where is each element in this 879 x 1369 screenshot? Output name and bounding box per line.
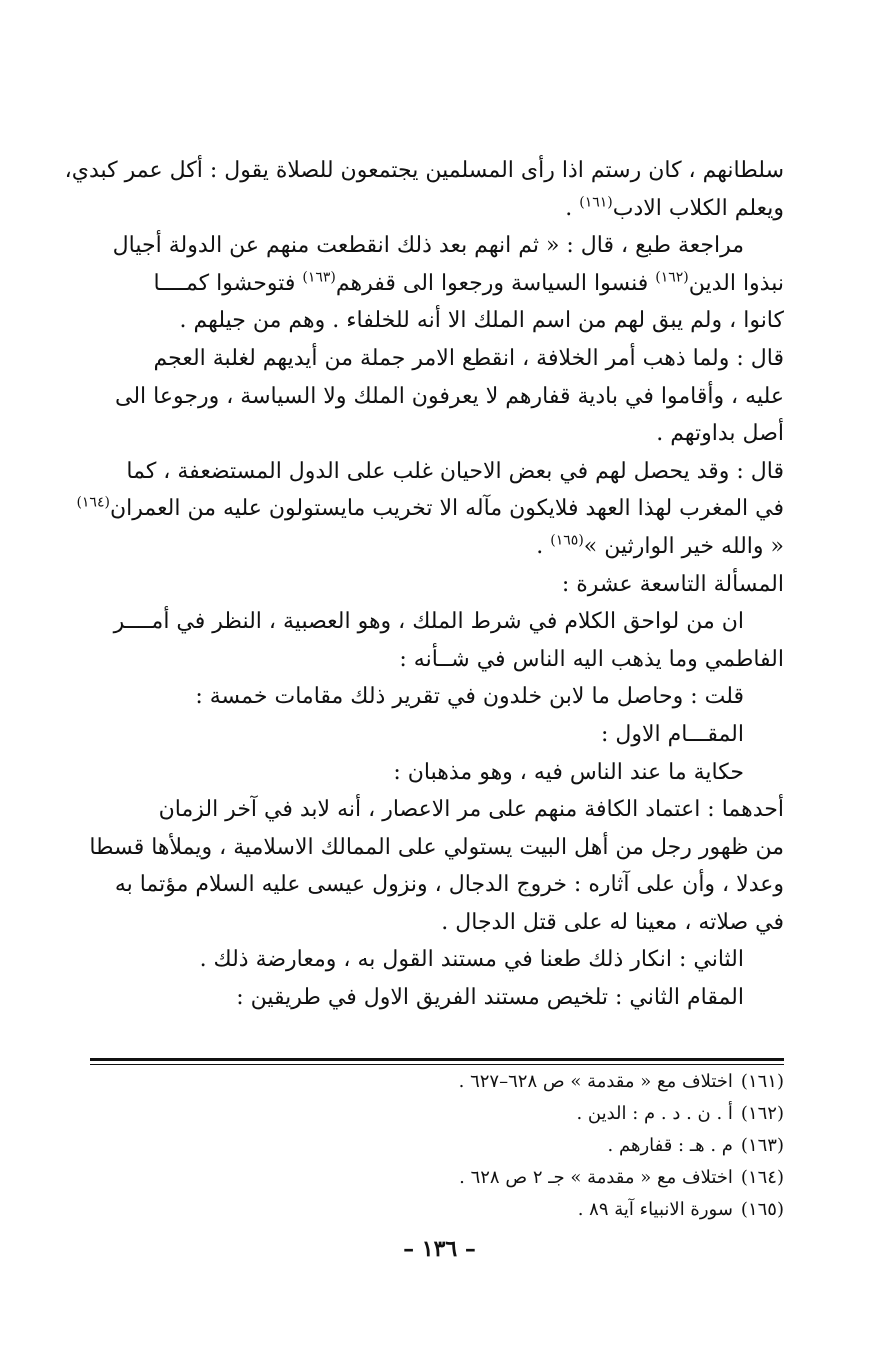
footnote-ref: (١٦٤) (76, 495, 110, 512)
paragraph (64, 152, 784, 227)
paragraph (84, 791, 784, 941)
footnote-number: (١٦٥) (740, 1199, 784, 1220)
text-line: أصل بداوتهم . (656, 421, 784, 447)
page-number: – ١٣٦ – (403, 1236, 476, 1262)
footnotes (90, 1066, 784, 1226)
paragraph (84, 603, 784, 678)
text-line: المقام الثاني : تلخيص مستند الفريق الاول في طريقين : (236, 985, 744, 1011)
text-line: كانوا ، ولم يبق لهم من اسم الملك الا أنه للخلفاء . وهم من جيلهم . (179, 308, 784, 334)
paragraph (84, 227, 784, 340)
paragraph (84, 678, 784, 716)
footnote (90, 1162, 784, 1194)
text-segment: . (536, 533, 551, 559)
text-line: من ظهور رجل من أهل البيت يستولي على الممالك الاسلامية ، ويملأها قسطا (89, 834, 784, 860)
footnote-divider (90, 1058, 784, 1061)
footnote (90, 1098, 784, 1130)
text-line: قال : وقد يحصل لهم في بعض الاحيان غلب على الدول المستضعفة ، كما (126, 458, 784, 484)
footnote-text: م . هـ : قفارهم . (607, 1135, 733, 1156)
text-segment: فتوحشوا كمــــا (153, 270, 303, 296)
text-line: المسألة التاسعة عشرة : (561, 571, 784, 597)
footnote-ref: (١٦١) (579, 194, 613, 211)
footnote-ref: (١٦٣) (302, 269, 336, 286)
text-line: الثاني : انكار ذلك طعنا في مستند القول به ، ومعارضة ذلك . (199, 947, 744, 973)
text-line: عليه ، وأقاموا في بادية قفارهم لا يعرفون الملك ولا السياسة ، ورجوعا الى (115, 383, 784, 409)
text-line: مراجعة طبع ، قال : « ثم انهم بعد ذلك انقطعت منهم عن الدولة أجيال (112, 233, 744, 259)
footnote-ref: (١٦٥) (550, 532, 584, 549)
text-line: وعدلا ، وأن على آثاره : خروج الدجال ، ونزول عيسى عليه السلام مؤتما به (114, 872, 784, 898)
text-line: قلت : وحاصل ما لابن خلدون في تقرير ذلك مقامات خمسة : (195, 684, 744, 710)
text-segment: نبذوا الدين (688, 270, 784, 296)
footnote-number: (١٦٤) (740, 1167, 784, 1188)
text-segment: فنسوا السياسة ورجعوا الى قفرهم (335, 270, 656, 296)
footnote-ref: (١٦٢) (655, 269, 689, 286)
text-line (76, 490, 784, 528)
text-line: ان من لواحق الكلام في شرط الملك ، وهو العصبية ، النظر في أمــــر (113, 609, 744, 635)
text-line: في صلاته ، معينا له على قتل الدجال . (441, 909, 784, 935)
footnote-number: (١٦٢) (740, 1103, 784, 1124)
section-heading (84, 566, 784, 604)
text-line (84, 265, 784, 303)
text-line: سلطانهم ، كان رستم اذا رأى المسلمين يجتمعون للصلاة يقول : أكل عمر كبدي، (64, 158, 784, 183)
paragraph (76, 453, 784, 566)
paragraph (84, 340, 784, 453)
text-segment: « والله خير الوارثين » (583, 533, 784, 559)
footnote-text: أ . ن . د . م : الدين . (576, 1103, 733, 1124)
footnote-number: (١٦٣) (740, 1135, 784, 1156)
text-line: المقـــام الاول : (601, 721, 744, 747)
body-text (64, 152, 784, 1017)
footnote (90, 1194, 784, 1226)
text-segment: . (565, 195, 580, 221)
subheading (84, 716, 784, 754)
paragraph (84, 979, 784, 1017)
footnote (90, 1066, 784, 1098)
footnote-text: سورة الانبياء آية ٨٩ . (577, 1199, 733, 1220)
text-line: الفاطمي وما يذهب اليه الناس في شــأنه : (399, 646, 784, 672)
text-line (84, 190, 784, 228)
paragraph (84, 941, 784, 979)
footnote-number: (١٦١) (740, 1071, 784, 1092)
text-segment: ويعلم الكلاب الادب (612, 195, 784, 221)
text-line: حكاية ما عند الناس فيه ، وهو مذهبان : (393, 759, 744, 785)
text-line: أحدهما : اعتماد الكافة منهم على مر الاعصار ، أنه لابد في آخر الزمان (158, 797, 784, 823)
footnote-text: اختلاف مع « مقدمة » ص ٦٢٨–٦٢٧ . (458, 1071, 733, 1092)
paragraph (84, 754, 784, 792)
text-segment: في المغرب لهذا العهد فلايكون مآله الا تخريب مايستولون عليه من العمران (109, 496, 784, 522)
text-line (84, 528, 784, 566)
text-line: قال : ولما ذهب أمر الخلافة ، انقطع الامر جملة من أيديهم لغلبة العجم (153, 345, 784, 371)
footnote-text: اختلاف مع « مقدمة » جـ ٢ ص ٦٢٨ . (459, 1167, 733, 1188)
footnote (90, 1130, 784, 1162)
